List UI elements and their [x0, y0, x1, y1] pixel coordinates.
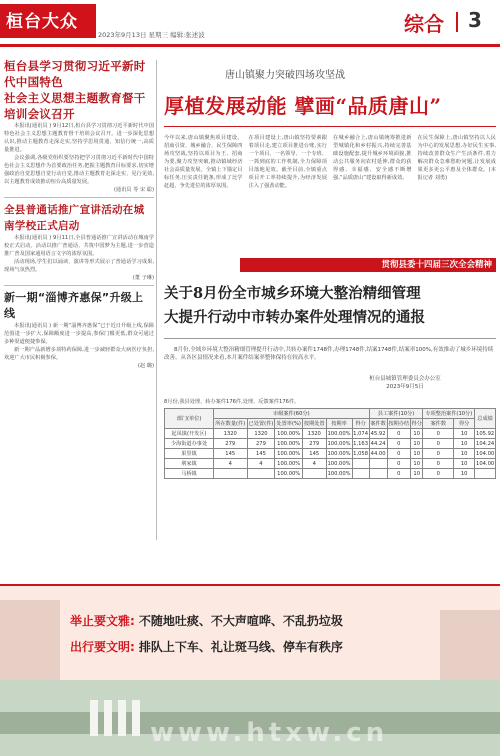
feature-column: 在项目建设上,唐山镇坚持要素跟着项目走,建立项目推进台账,实行一个项目、一名领导、一个专班、一抓到底的工作机制,全力保障项目落地见效。截至目前,全镇重点项目开工率持续提升,为经济发展注入了强劲动能。 [248, 135, 327, 189]
story3-credit: (赵 璐) [137, 363, 154, 369]
announcement-org: 桓台县城镇管理委员会办公室 [369, 376, 441, 382]
table-cell: 起凤镇(开发区) [165, 429, 214, 439]
table-cell: 1,163 [353, 440, 369, 447]
table-row [165, 469, 496, 479]
table-cell: 4 [247, 459, 275, 469]
table-cell: 10 [454, 429, 475, 439]
feature-body [164, 134, 496, 254]
table-cell: 145 [247, 449, 275, 459]
table-cell: 10 [454, 449, 475, 459]
table-body [165, 429, 496, 479]
table-cell: 10 [411, 459, 423, 469]
table-cell: 10 [411, 449, 423, 459]
story1-paragraph: 本报讯(通讯员 ) 9月12日,桓台县学习贯彻习近平新时代中国特色社会主义思想主题教育督干培训会议召开。进一步深化思想认识,推动主题教育走深走实,坚持学思用贯通、知信行统一,高质量推进。 [4, 123, 154, 153]
table-cell: 10 [411, 439, 423, 449]
table-cell: 果里镇 [165, 449, 214, 459]
table-cell [247, 469, 275, 479]
story3-headline: 新一期“淄博齐惠保”升级上线 [4, 291, 144, 320]
table-cell: 马桥镇 [165, 469, 214, 479]
table-cell [352, 459, 369, 469]
table-subheader: 得分 [454, 419, 475, 429]
crosswalk-stripe [90, 700, 98, 736]
slogan-line [70, 612, 343, 629]
table-subheader: 案件数 [369, 419, 387, 429]
table-cell: 279 [214, 439, 248, 449]
table-cell: 100.00% [327, 450, 351, 457]
announcement-rule [164, 338, 496, 339]
left-column [4, 58, 154, 369]
table-cell: 44.00 [370, 450, 386, 457]
table-cell: 145 [214, 449, 248, 459]
table-cell: 1320 [214, 429, 248, 439]
table-cell: 104.00 [476, 460, 495, 467]
table-row [165, 459, 496, 469]
table-header: 市级案件(60分) [214, 409, 370, 419]
divider [4, 285, 154, 286]
table-header: 专项整治案件(10分) [423, 409, 475, 419]
table-cell: 100.00% [275, 449, 303, 459]
announcement-headline [164, 282, 496, 330]
table-cell: 45.92 [370, 430, 386, 437]
issue-line: 2023年9月13日 星期三 编辑:张述波 [98, 31, 205, 39]
table-row [165, 449, 496, 459]
table-row [165, 429, 496, 439]
table-subheader: 所在数量(件) [214, 419, 248, 429]
table-cell: 279 [247, 439, 275, 449]
story1-paragraph: 会议强调,各级党组织要坚持把学习贯彻习近平新时代中国特色社会主义思想作为首要政治任务,把握主题教育目标要求,切实增强政治自觉思想自觉行动自觉,推动主题教育走深走实、见行见效,以主题教育成效推动桓台高质量发展。 [4, 155, 154, 185]
theme-banner: 贯彻县委十四届三次全会精神 [240, 258, 496, 272]
table-cell [302, 469, 326, 479]
table-cell: 0 [387, 469, 411, 479]
crosswalk-stripe [132, 700, 140, 736]
newspaper-logo: 桓台大众 [6, 12, 78, 32]
table-cell: 104.00 [476, 450, 495, 457]
story1-credit: (通讯员 等 宋 聪) [113, 187, 154, 193]
table-cell: 1,074 [353, 430, 369, 437]
table-subheader: 按期率 [326, 419, 352, 429]
story2-credit: (董 子琳) [132, 275, 154, 281]
table-cell: 104.24 [476, 440, 495, 447]
table-subheader: 已处置(件) [247, 419, 275, 429]
table-cell: 0 [423, 459, 454, 469]
table-subheader: 按期处置 [302, 419, 326, 429]
table-cell: 0 [387, 429, 411, 439]
building-illustration [0, 600, 60, 680]
slogan-label: 举止要文雅: [70, 614, 135, 628]
masthead-rule [0, 44, 500, 47]
table-cell: 100.00% [275, 459, 303, 469]
table-cell: 0 [423, 429, 454, 439]
table-cell [352, 469, 369, 479]
table-cell [369, 469, 387, 479]
table-subheader: 处置率(%) [275, 419, 303, 429]
crosswalk-stripe [104, 700, 112, 736]
table-cell: 100.00% [275, 469, 303, 479]
feature-rule [164, 126, 496, 127]
story2-headline: 全县普通话推广宣讲活动在城南学校正式启动 [4, 204, 145, 232]
table-cell: 44.24 [370, 440, 386, 447]
slogan-line [70, 638, 343, 655]
table-cell: 0 [423, 439, 454, 449]
story3-paragraph: 新一期产品新增多项特药保障,进一步减轻群众大病医疗负担,欢迎广大市民积极参保。 [4, 347, 154, 361]
table-cell: 10 [454, 439, 475, 449]
column-rule [156, 60, 157, 540]
table-header: 部门(单位) [165, 409, 214, 429]
table-cell: 10 [411, 429, 423, 439]
table-note: 8月份,我县处理、转办案件176件,处理、反馈案件176件。 [164, 399, 300, 405]
table-cell: 10 [454, 469, 475, 479]
table-cell: 0 [423, 469, 454, 479]
story2-paragraph: 活动现场,学生们以诵读、演讲等形式展示了普通话学习成果,现场气氛热烈。 [4, 259, 154, 273]
table-cell: 4 [302, 459, 326, 469]
feature-column: 今年以来,唐山镇聚焦项目建设、招商引资、城乡融合、民生保障四场攻坚战,坚持以项目为王、招商为要,聚力攻坚突破,推动镇域经济社会高质量发展。全镇上下锚定目标任务,压实责任链条,形成了比学赶超、争先进位的浓厚氛围。 [164, 135, 243, 189]
slogan-text: 不随地吐痰、不大声喧哗、不乱扔垃圾 [138, 614, 343, 628]
table-cell: 1,058 [353, 450, 369, 457]
feature-column: 在城乡融合上,唐山镇统筹推进新型城镇化和乡村振兴,持续完善基础设施配套,提升城乡环境面貌,推动公共服务向农村延伸,群众的获得感、幸福感、安全感不断增强,“品质唐山”建设取得新成效。 [333, 135, 412, 181]
table-cell: 1320 [247, 429, 275, 439]
table-cell: 荆家镇 [165, 459, 214, 469]
table-cell [214, 469, 248, 479]
building-illustration [440, 610, 500, 680]
story3-paragraph: 本报讯(通讯员 ) 新一期“淄博齐惠保”已于近日升级上线,保障范围进一步扩大,保障额度进一步提高,参保门槛更低,群众可通过多种渠道便捷参保。 [4, 323, 154, 345]
table-subheader: 得分 [352, 419, 369, 429]
table-cell: 0 [387, 439, 411, 449]
announcement-body: 8月份,全域乡环境大整治精细管理提升行动中,共转办案件1748件,办理1748件,结案1748件,结案率100%,有效推动了城乡环境持续改善。从各区县情况来看,本月案件结案率整体保持在较高水平。 [164, 347, 494, 361]
table-cell: 100.00% [327, 460, 351, 467]
slogan-text: 排队上下车、礼让斑马线、停车有秩序 [138, 640, 343, 654]
story2-paragraph: 本报讯(通讯员 ) 9月11日,全县普通话推广宣讲活动在城南学校正式启动。活动以推广普通话、共筑中国梦为主题,进一步营造推广普及国家通用语言文字的浓厚氛围。 [4, 235, 154, 257]
table-cell: 100.00% [275, 429, 303, 439]
table-cell: 1320 [302, 429, 326, 439]
table-cell [369, 459, 387, 469]
table-cell: 100.00% [275, 439, 303, 449]
story1-headline-line1: 桓台县学习贯彻习近平新时代中国特色 [4, 59, 146, 89]
feature-kicker: 唐山镇聚力突破四场攻坚战 [225, 70, 345, 81]
slogan-label: 出行要文明: [70, 640, 135, 654]
table-cell: 100.00% [327, 470, 351, 477]
page-number: 3 [468, 8, 482, 32]
table-header: 县工案件(10分) [369, 409, 423, 419]
table-header: 总成绩 [475, 409, 496, 429]
table-cell: 100.00% [327, 440, 351, 447]
announcement-headline-line1: 关于8月份全市城乡环境大整治精细管理 [164, 285, 421, 302]
announcement-headline-line2: 大提升行动中市转办案件处理情况的通报 [164, 309, 425, 326]
section-name: 综合 [404, 12, 444, 36]
table-subheader: 案件数 [423, 419, 454, 429]
table-cell: 105.92 [476, 430, 495, 437]
table-cell [475, 469, 496, 479]
crosswalk-stripe [118, 700, 126, 736]
table-cell: 0 [387, 449, 411, 459]
ranking-table [164, 408, 496, 479]
table-cell: 279 [302, 439, 326, 449]
table-cell: 100.00% [327, 430, 351, 437]
table-subheader: 按期办结 [387, 419, 411, 429]
story1-headline-line2: 社会主义思想主题教育督干培训会议召开 [4, 91, 146, 121]
table-cell: 0 [387, 459, 411, 469]
announcement-date: 2023年9月5日 [386, 384, 424, 390]
table-row [165, 439, 496, 449]
site-watermark: www.htxw.cn [150, 718, 389, 748]
table-cell: 10 [454, 459, 475, 469]
table-cell: 10 [411, 469, 423, 479]
feature-column: 在民生保障上,唐山镇坚持以人民为中心的发展思想,办好民生实事,持续改善群众生产生活条件,着力解决群众急难愁盼问题,让发展成果更多更公平惠及全体群众。(本报记者 刘勇) [417, 135, 496, 181]
divider [4, 197, 154, 198]
table-cell: 4 [214, 459, 248, 469]
table-cell: 少海街道办事处 [165, 439, 214, 449]
table-cell: 0 [423, 449, 454, 459]
section-divider [456, 12, 458, 32]
table-subheader: 得分 [411, 419, 423, 429]
feature-headline: 厚植发展动能 擘画“品质唐山” [164, 94, 442, 118]
table-cell: 145 [302, 449, 326, 459]
